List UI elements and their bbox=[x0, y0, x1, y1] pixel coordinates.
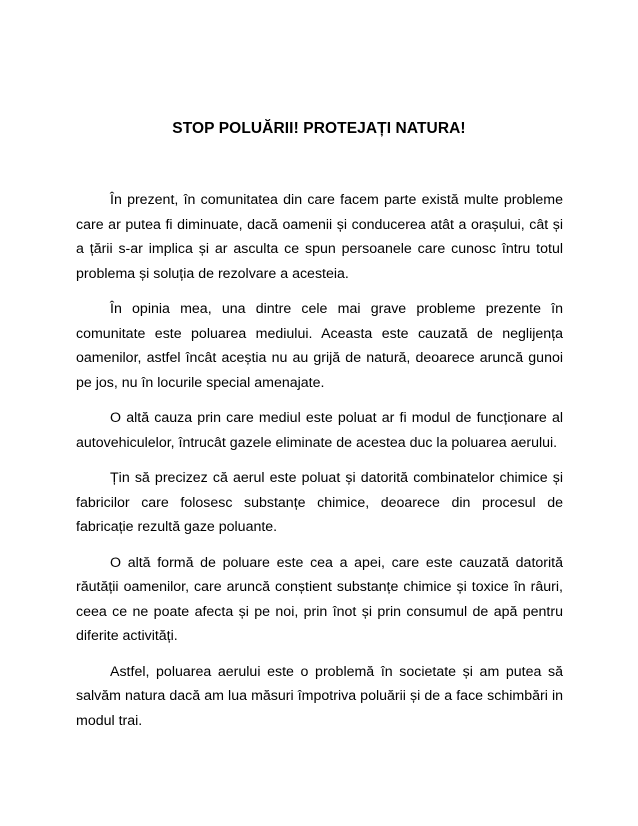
document-title: STOP POLUĂRII! PROTEJAȚI NATURA! bbox=[172, 120, 466, 137]
document-body bbox=[76, 188, 563, 744]
paragraph-6: Astfel, poluarea aerului este o problemă în societate și am putea să salvăm natura dacă am lua măsuri împotriva poluării și de a face schimbări in modul trai. bbox=[76, 663, 563, 729]
paragraph-4: Țin să precizez că aerul este poluat și datorită combinatelor chimice și fabricilor care folosesc substanțe chimice, deoarece din procesul de fabricație rezultă gaze poluante. bbox=[76, 470, 563, 535]
paragraph-1: În prezent, în comunitatea din care facem parte există multe probleme care ar putea fi diminuate, dacă oamenii și conducerea atât a orașului, cât și a țării s-ar implica și ar asculta ce spun persoanele care cunosc întru totul problema și soluția de rezolvare a acesteia. bbox=[76, 192, 563, 282]
paragraph-3: O altă cauza prin care mediul este poluat ar fi modul de funcționare al autovehiculelor, întrucât gazele eliminate de acestea duc la poluarea aerului. bbox=[76, 410, 563, 451]
paragraph-5: O altă formă de poluare este cea a apei, care este cauzată datorită răutății oamenilor, care aruncă conștient substanțe chimice și toxice în râuri, ceea ce ne poate afecta și pe noi, prin înot și prin consumul de apă pentru diferite activități. bbox=[76, 554, 563, 644]
paragraph-2: În opinia mea, una dintre cele mai grave probleme prezente în comunitate este poluarea mediului. Aceasta este cauzată de neglijența oamenilor, astfel încât aceștia nu au grijă de natură, deoarece aruncă gunoi pe jos, nu în locurile special amenajate. bbox=[76, 301, 563, 391]
